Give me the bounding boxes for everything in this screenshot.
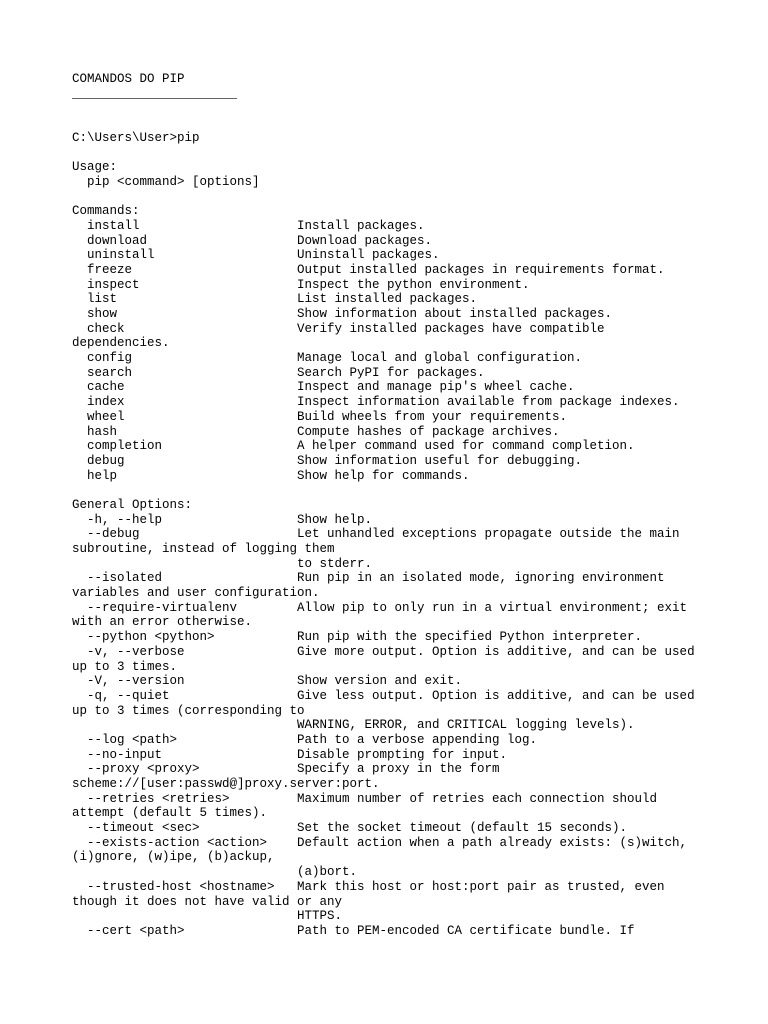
- command-description: Uninstall packages.: [297, 248, 440, 263]
- option-description: Allow pip to only run in a virtual environment; exit: [297, 600, 688, 615]
- option-row: [72, 880, 752, 895]
- option-name: --trusted-host <hostname>: [87, 879, 275, 894]
- option-description: Maximum number of retries each connection should: [297, 791, 658, 806]
- option-name: -q, --quiet: [87, 688, 170, 703]
- option-description-continued: WARNING, ERROR, and CRITICAL logging levels).: [297, 718, 635, 733]
- option-description: Give more output. Option is additive, and can be used: [297, 644, 695, 659]
- option-description: Path to PEM-encoded CA certificate bundle. If: [297, 923, 635, 938]
- command-row: [72, 439, 752, 454]
- option-description: Run pip in an isolated mode, ignoring environment: [297, 571, 665, 586]
- option-description-wrap: scheme://[user:passwd@]proxy.server:port.: [72, 777, 380, 791]
- option-description-continued: (a)bort.: [297, 865, 358, 880]
- command-row: [72, 410, 752, 425]
- command-row: [72, 322, 752, 337]
- command-name: help: [87, 468, 118, 483]
- command-description: Install packages.: [297, 218, 425, 233]
- command-name: cache: [87, 380, 125, 395]
- option-name: --timeout <sec>: [87, 821, 200, 836]
- option-description-wrap: up to 3 times.: [72, 659, 178, 674]
- option-description: Default action when a path already exists: (s)witch,: [297, 835, 688, 850]
- option-description-continued: HTTPS.: [297, 909, 343, 924]
- option-row: [72, 674, 752, 689]
- command-row: [72, 425, 752, 440]
- command-name: wheel: [87, 409, 125, 424]
- command-name: check: [87, 321, 125, 336]
- command-name: index: [87, 395, 125, 410]
- option-name: -V, --version: [87, 674, 185, 689]
- option-row: [72, 571, 752, 586]
- option-description: Show version and exit.: [297, 674, 463, 689]
- option-row: [72, 645, 752, 660]
- option-name: --proxy <proxy>: [87, 762, 200, 777]
- command-description: Manage local and global configuration.: [297, 351, 583, 366]
- option-name: --python <python>: [87, 630, 215, 645]
- command-row: [72, 234, 752, 249]
- command-description: Compute hashes of package archives.: [297, 424, 560, 439]
- option-description-wrap: with an error otherwise.: [72, 615, 253, 630]
- command-row: [72, 248, 752, 263]
- command-description-wrap: dependencies.: [72, 336, 170, 351]
- command-description: Build wheels from your requirements.: [297, 409, 568, 424]
- command-name: uninstall: [87, 248, 155, 263]
- command-row: [72, 454, 752, 469]
- command-name: inspect: [87, 277, 140, 292]
- command-description: Inspect information available from package indexes.: [297, 395, 680, 410]
- general-options-heading: General Options:: [72, 497, 193, 512]
- command-row: [72, 469, 752, 484]
- command-row: [72, 219, 752, 234]
- command-row: [72, 366, 752, 381]
- usage-heading: Usage:: [72, 160, 118, 175]
- option-row: [72, 924, 752, 939]
- option-name: --cert <path>: [87, 923, 185, 938]
- option-row: [72, 836, 752, 851]
- commands-list: [72, 219, 752, 483]
- command-description: Verify installed packages have compatible: [297, 321, 605, 336]
- command-description: Inspect and manage pip's wheel cache.: [297, 380, 575, 395]
- command-description: Show help for commands.: [297, 468, 470, 483]
- option-name: --no-input: [87, 747, 163, 762]
- option-row: [72, 821, 752, 836]
- option-description: Show help.: [297, 512, 373, 527]
- option-row: [72, 689, 752, 704]
- command-row: [72, 278, 752, 293]
- document-page: [72, 72, 752, 939]
- title-underline: ______________________: [72, 86, 238, 101]
- command-description: List installed packages.: [297, 292, 478, 307]
- option-name: -h, --help: [87, 512, 163, 527]
- command-name: completion: [87, 439, 163, 454]
- command-name: show: [87, 307, 118, 321]
- option-description-wrap: attempt (default 5 times).: [72, 806, 268, 821]
- usage-line: pip <command> [options]: [87, 174, 260, 189]
- options-list: [72, 513, 752, 939]
- option-name: --debug: [87, 527, 140, 542]
- command-description: Search PyPI for packages.: [297, 365, 485, 380]
- option-description-continued: to stderr.: [297, 556, 373, 571]
- command-row: [72, 351, 752, 366]
- option-name: --retries <retries>: [87, 791, 230, 806]
- option-description-wrap: variables and user configuration.: [72, 586, 320, 601]
- command-description: Inspect the python environment.: [297, 277, 530, 292]
- option-description: Give less output. Option is additive, and can be used: [297, 688, 695, 703]
- option-description: Mark this host or host:port pair as trusted, even: [297, 879, 665, 894]
- option-description: Run pip with the specified Python interpreter.: [297, 630, 643, 645]
- option-row: [72, 513, 752, 528]
- command-name: list: [87, 292, 118, 307]
- option-description: Path to a verbose appending log.: [297, 732, 538, 747]
- option-description-wrap: though it does not have valid or any: [72, 894, 343, 909]
- command-name: install: [87, 218, 140, 233]
- command-prompt: C:\Users\User>pip: [72, 130, 200, 145]
- option-name: --exists-action <action>: [87, 835, 268, 850]
- option-row: [72, 733, 752, 748]
- option-description-wrap: up to 3 times (corresponding to: [72, 703, 305, 718]
- command-description: A helper command used for command completion.: [297, 439, 635, 454]
- command-name: debug: [87, 453, 125, 468]
- option-name: --require-virtualenv: [87, 600, 238, 615]
- document-title: COMANDOS DO PIP: [72, 72, 185, 86]
- command-description: Output installed packages in requirements format.: [297, 262, 665, 277]
- command-name: search: [87, 365, 133, 380]
- option-description: Set the socket timeout (default 15 seconds).: [297, 821, 628, 836]
- option-name: --log <path>: [87, 732, 178, 747]
- option-row: [72, 630, 752, 645]
- command-name: hash: [87, 424, 118, 439]
- option-row: [72, 792, 752, 807]
- option-name: -v, --verbose: [87, 644, 185, 659]
- option-description: Specify a proxy in the form: [297, 762, 500, 777]
- command-description: Download packages.: [297, 233, 433, 248]
- option-row: [72, 762, 752, 777]
- command-description: Show information useful for debugging.: [297, 453, 583, 468]
- command-name: config: [87, 351, 133, 366]
- command-row: [72, 307, 752, 322]
- command-name: freeze: [87, 262, 133, 277]
- commands-heading: Commands:: [72, 204, 140, 219]
- option-row: [72, 748, 752, 763]
- option-row: [72, 527, 752, 542]
- option-description-wrap: (i)gnore, (w)ipe, (b)ackup,: [72, 850, 275, 865]
- option-row: [72, 601, 752, 616]
- option-name: --isolated: [87, 571, 163, 586]
- option-description: Let unhandled exceptions propagate outside the main: [297, 527, 680, 542]
- command-row: [72, 395, 752, 410]
- option-description-wrap: subroutine, instead of logging them: [72, 542, 335, 556]
- command-row: [72, 380, 752, 395]
- command-name: download: [87, 233, 148, 248]
- command-row: [72, 292, 752, 307]
- option-description: Disable prompting for input.: [297, 747, 508, 762]
- command-row: [72, 263, 752, 278]
- command-description: Show information about installed packages.: [297, 307, 613, 321]
